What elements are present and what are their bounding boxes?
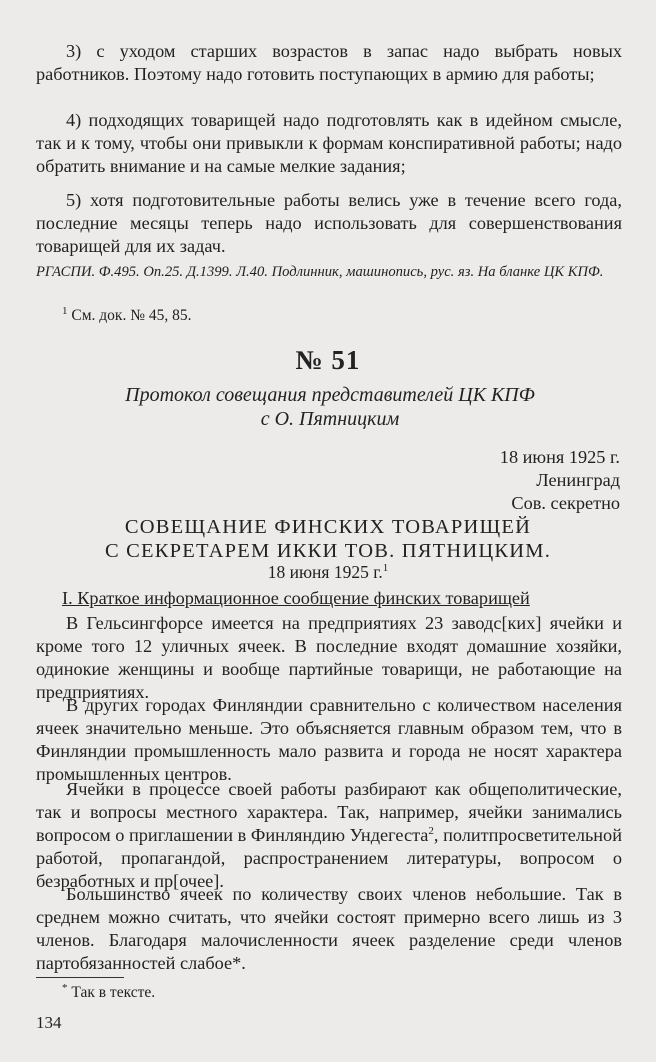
meeting-date-footnote-mark: 1 (382, 562, 389, 575)
meeting-heading (0, 515, 656, 563)
document-title-line2: с О. Пятницким (260, 408, 400, 430)
footnote-1-mark: 1 (62, 304, 68, 317)
document-date: 18 июня 1925 г. (499, 447, 620, 467)
footnote-divider (36, 977, 124, 978)
body-paragraph-4: Большинство ячеек по количеству своих членов небольшие. Так в среднем можно считать, что ячейки состоят примерно всего лишь из 3 членов. Благодаря малочисленности ячеек разделение среди членов партобязанностей слабое*. (36, 884, 622, 973)
document-place: Ленинград (536, 470, 620, 490)
footnote-1 (62, 306, 191, 326)
document-title-line1: Протокол совещания представителей ЦК КПФ (125, 384, 535, 406)
footnote-1-text: См. док. № 45, 85. (71, 307, 192, 324)
body-paragraph-3-part1: Ячейки в процессе своей работы разбирают как общеполитические, так и вопросы местного характера. Так, например, ячейки занимались вопросом о приглашении в Финляндию Ундегеста (36, 779, 622, 845)
paragraph-item-3: 3) с уходом старших возрастов в запас надо выбрать новых работников. Поэтому надо готовить поступающих в армию для работы; (36, 41, 622, 84)
meeting-date-text: 18 июня 1925 г. (267, 562, 383, 582)
meeting-heading-line1: СОВЕЩАНИЕ ФИНСКИХ ТОВАРИЩЕЙ (124, 516, 532, 538)
footnote-star (62, 983, 155, 1003)
footnote-2-mark: 2 (428, 824, 434, 837)
meeting-date (0, 562, 656, 583)
body-paragraph-1: В Гельсингфорсе имеется на предприятиях 23 заводс[ких] ячейки и кроме того 12 уличных ячеек. В последние входят домашние хозяйки, одинокие женщины и вообще партийные товарищи, не работающие на предприятиях. (36, 613, 622, 702)
body-paragraph-2: В других городах Финляндии сравнительно с количеством населения ячеек значительно меньше. Это объясняется главным образом тем, что в Финляндии промышленность мало развита и города не носят характера промышленных центров. (36, 695, 622, 784)
archive-source-note: РГАСПИ. Ф.495. Оп.25. Д.1399. Л.40. Подлинник, машинопись, рус. яз. На бланке ЦК КПФ. (36, 264, 604, 280)
document-number: № 51 (295, 345, 361, 375)
footnote-star-mark: * (62, 981, 68, 994)
paragraph-item-5: 5) хотя подготовительные работы велись уже в течение всего года, последние месяцы теперь надо использовать для совершенствования товарищей для их задач. (36, 190, 622, 256)
paragraph-item-4: 4) подходящих товарищей надо подготовлять как в идейном смысле, так и к тому, чтобы они привыкли к формам конспиративной работы; надо обратить внимание и на самые мелкие задания; (36, 110, 622, 176)
classification-stamp: Сов. секретно (511, 493, 620, 513)
footnote-star-text: Так в тексте. (71, 984, 156, 1001)
page-number: 134 (36, 1013, 62, 1032)
document-title (80, 383, 580, 431)
body-paragraph-3-part2: , политпросветительной работой, пропагандой, распространением литературы, вопросом о безработных и пр[очее]. (36, 825, 622, 891)
meeting-heading-line2: С СЕКРЕТАРЕМ ИККИ ТОВ. ПЯТНИЦКИМ. (104, 540, 552, 562)
body-paragraph-3 (36, 778, 622, 893)
section-title: I. Краткое информационное сообщение финских товарищей (62, 588, 530, 608)
